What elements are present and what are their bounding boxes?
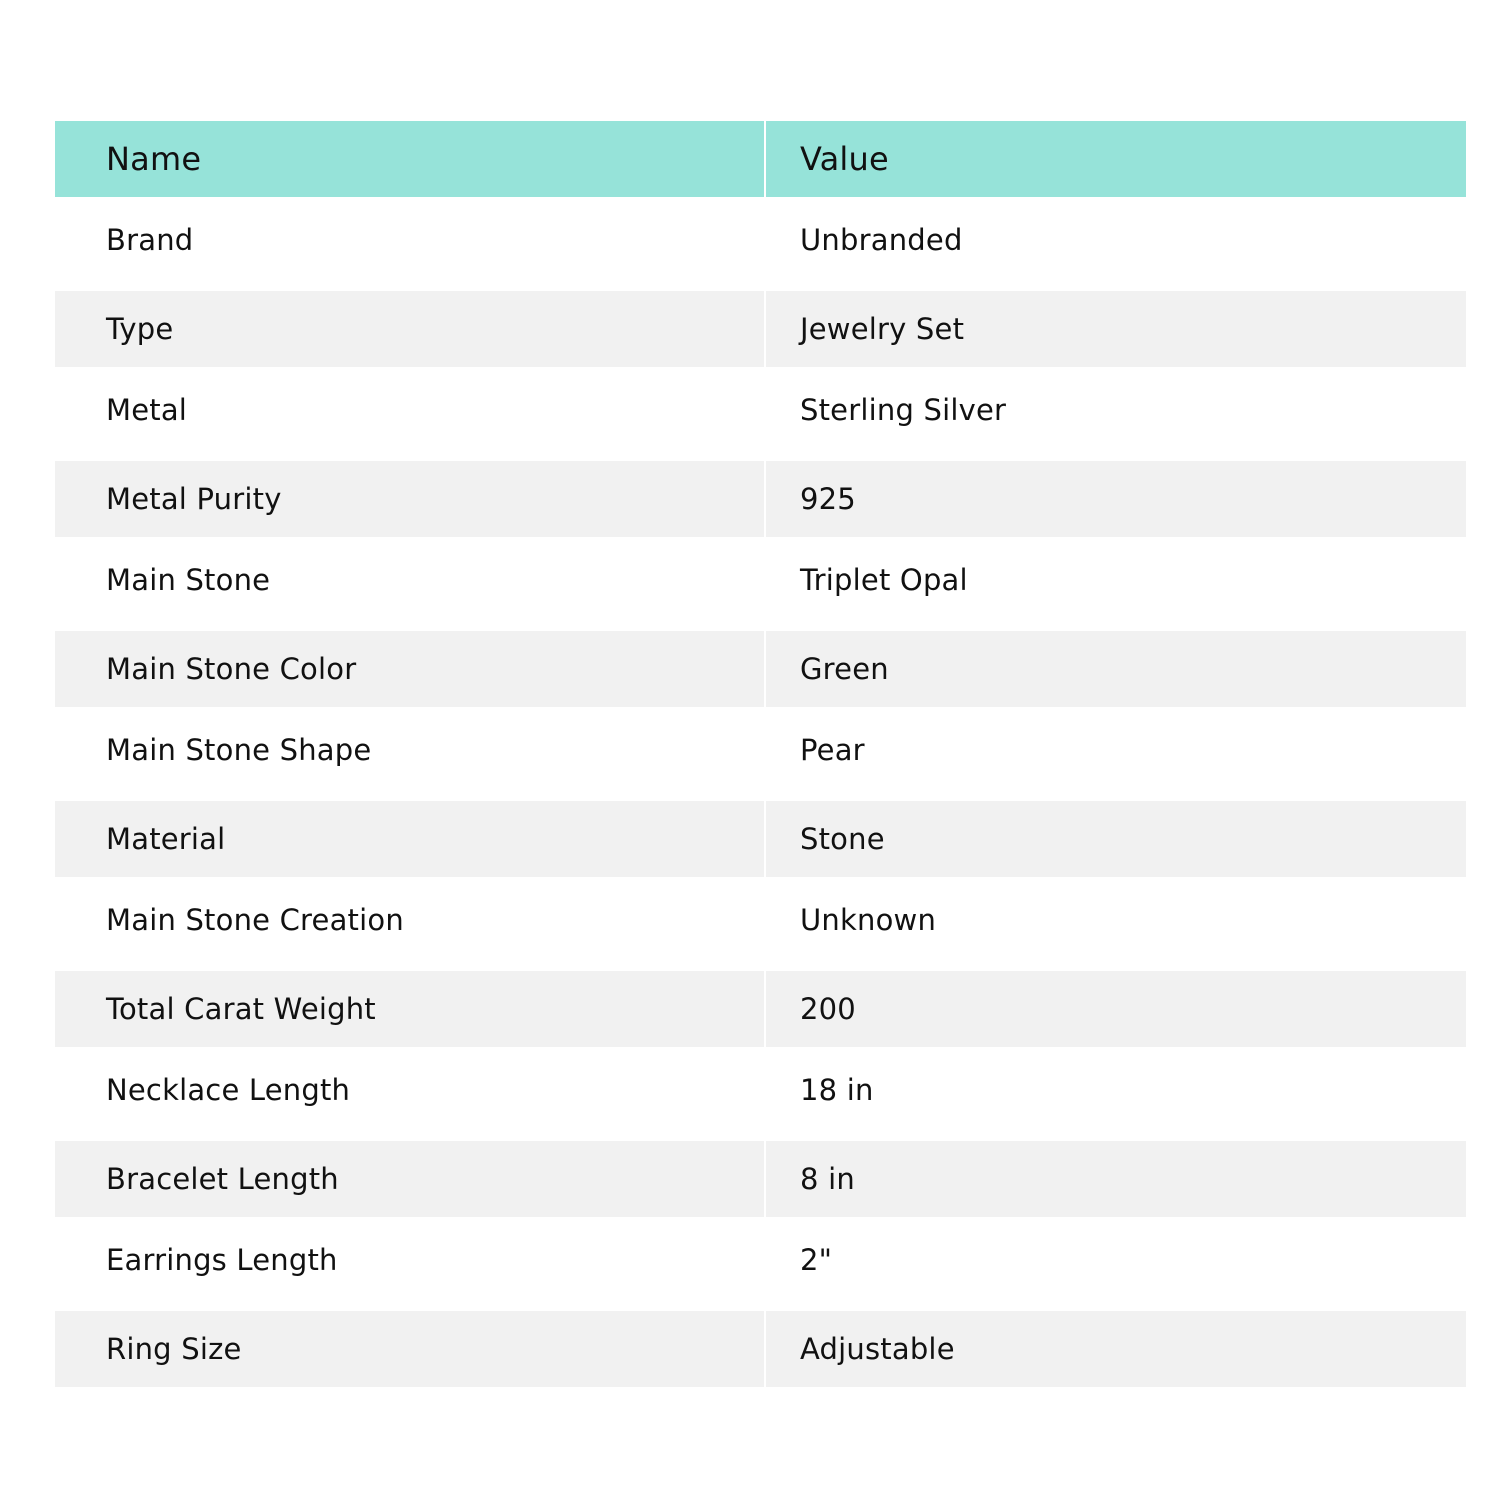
row-value-cell: 925 (766, 461, 1466, 537)
row-name-cell: Bracelet Length (55, 1141, 766, 1217)
table-row (55, 877, 1466, 962)
row-value-cell: 18 in (800, 1072, 874, 1107)
row-name-cell: Type (55, 291, 766, 367)
table-row (55, 452, 1466, 537)
table-row (55, 1132, 1466, 1217)
row-name-cell: Main Stone Creation (106, 902, 404, 937)
row-value-cell: 200 (766, 971, 1466, 1047)
row-name-cell: Main Stone Color (55, 631, 766, 707)
table-row (55, 622, 1466, 707)
row-value-cell: Unknown (800, 902, 937, 937)
specifications-table (55, 121, 1466, 1387)
row-value-cell: Stone (766, 801, 1466, 877)
table-row (55, 197, 1466, 282)
table-row (55, 1047, 1466, 1132)
row-value-cell: 8 in (766, 1141, 1466, 1217)
column-header-value: Value (766, 121, 1466, 197)
table-row (55, 282, 1466, 367)
row-value-cell: Triplet Opal (800, 562, 968, 597)
row-value-cell: Jewelry Set (766, 291, 1466, 367)
row-name-cell: Main Stone Shape (106, 732, 372, 767)
row-value-cell: Adjustable (766, 1311, 1466, 1387)
row-name-cell: Earrings Length (106, 1242, 338, 1277)
row-value-cell: Unbranded (800, 222, 963, 257)
table-row (55, 367, 1466, 452)
row-value-cell: Sterling Silver (800, 392, 1007, 427)
row-name-cell: Material (55, 801, 766, 877)
table-row (55, 707, 1466, 792)
row-value-cell: 2" (800, 1242, 833, 1277)
table-header-row (55, 121, 1466, 197)
row-value-cell: Green (766, 631, 1466, 707)
row-name-cell: Main Stone (106, 562, 271, 597)
column-header-name: Name (55, 121, 766, 197)
table-row (55, 792, 1466, 877)
row-name-cell: Metal (106, 392, 188, 427)
row-name-cell: Total Carat Weight (55, 971, 766, 1047)
row-name-cell: Brand (106, 222, 194, 257)
row-value-cell: Pear (800, 732, 865, 767)
row-name-cell: Ring Size (55, 1311, 766, 1387)
table-row (55, 962, 1466, 1047)
row-name-cell: Metal Purity (55, 461, 766, 537)
row-name-cell: Necklace Length (106, 1072, 351, 1107)
table-row (55, 537, 1466, 622)
table-row (55, 1217, 1466, 1302)
table-row (55, 1302, 1466, 1387)
